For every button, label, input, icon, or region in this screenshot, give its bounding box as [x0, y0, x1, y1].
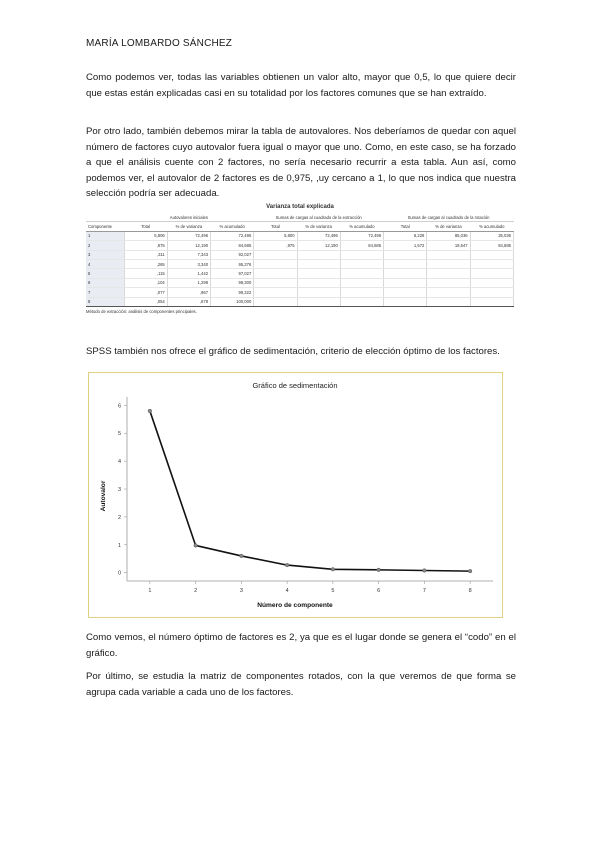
table-cell: [254, 259, 297, 268]
chart-x-tick-label: 1: [148, 588, 152, 594]
table-cell: [427, 259, 470, 268]
chart-point: [148, 409, 152, 413]
table-cell: [340, 278, 383, 287]
chart-y-tick-label: 4: [117, 459, 121, 466]
chart-y-tick-label: 0: [117, 570, 121, 577]
chart-x-tick-label: 5: [331, 588, 335, 594]
table-cell: 3,340: [167, 259, 210, 268]
table-cell: 72,496: [211, 231, 254, 240]
table-cell: 35,036: [470, 231, 513, 240]
chart-point: [285, 563, 289, 567]
table-cell: 1,442: [167, 269, 210, 278]
table-cell: ,678: [167, 297, 210, 306]
chart-x-axis-label: Número de componente: [257, 602, 333, 609]
table-cell: [340, 259, 383, 268]
chart-x-tick-label: 6: [377, 588, 381, 594]
table-cell: [470, 297, 513, 306]
table-cell: [470, 278, 513, 287]
chart-point: [468, 569, 472, 573]
table-cell: 72,496: [297, 231, 340, 240]
table-cell: [297, 259, 340, 268]
table-cell: [470, 288, 513, 297]
table-cell: 72,496: [167, 231, 210, 240]
table-row-label: 7: [86, 288, 124, 297]
table-component-header: Componente: [86, 222, 124, 231]
table-cell: 72,496: [340, 231, 383, 240]
table-subheader: % de varianza: [167, 222, 210, 231]
scree-plot-svg: [89, 373, 502, 617]
paragraph-scree-intro: SPSS también nos ofrece el gráfico de sedimentación, criterio de elección óptimo de los factores.: [86, 346, 500, 357]
chart-x-tick-label: 3: [239, 588, 243, 594]
chart-title: Gráfico de sedimentación: [252, 381, 338, 390]
table-cell: 19,647: [427, 241, 470, 250]
table-cell: [384, 259, 427, 268]
table-row: [86, 259, 514, 268]
chart-y-tick-label: 1: [117, 542, 121, 549]
table-group-header: Sumas de cargas al cuadrado de la rotación: [384, 213, 514, 222]
page-header-author: MARÍA LOMBARDO SÁNCHEZ: [86, 38, 233, 49]
chart-x-tick-label: 4: [285, 588, 289, 594]
table-cell: [297, 278, 340, 287]
table-cell: 84,685: [211, 241, 254, 250]
table-group-header: Autovalores iniciales: [124, 213, 254, 222]
table-cell: [340, 250, 383, 259]
table-cell: 97,027: [211, 269, 254, 278]
table-cell: ,265: [124, 259, 167, 268]
table-row: [86, 288, 514, 297]
table-subheader: Total: [254, 222, 297, 231]
table-cell: ,975: [124, 241, 167, 250]
chart-y-tick-label: 2: [117, 514, 121, 521]
chart-y-tick-label: 3: [117, 487, 121, 493]
table-cell: 100,000: [211, 297, 254, 306]
chart-x-tick-label: 7: [422, 588, 426, 594]
table-row-label: 8: [86, 297, 124, 306]
table-cell: 92,027: [211, 250, 254, 259]
table-cell: 5,806: [124, 231, 167, 240]
table-cell: [254, 278, 297, 287]
table-cell: 84,685: [470, 241, 513, 250]
table-cell: [384, 297, 427, 306]
table-cell: [427, 278, 470, 287]
table-cell: 95,376: [211, 259, 254, 268]
table-cell: [297, 269, 340, 278]
table-cell: [254, 297, 297, 306]
table-cell: [427, 269, 470, 278]
chart-y-tick-label: 6: [117, 403, 121, 410]
table-row: [86, 250, 514, 259]
variance-explained-table: [86, 204, 514, 314]
table-row: [86, 241, 514, 250]
table-row-label: 4: [86, 259, 124, 268]
table-cell: ,311: [124, 250, 167, 259]
table-cell: [297, 288, 340, 297]
chart-y-tick-label: 5: [117, 431, 121, 438]
table-cell: 99,322: [211, 288, 254, 297]
paragraph-rotated-matrix: Por último, se estudia la matriz de componentes rotados, con la que veremos de que forma se agrupa cada variable a cada uno de los factores.: [86, 671, 516, 698]
table-subheader: % acumulado: [211, 222, 254, 231]
table-cell: [470, 250, 513, 259]
table-cell: 1,298: [167, 278, 210, 287]
table-cell: [297, 297, 340, 306]
table-cell: [340, 297, 383, 306]
paragraph-eigenvalues: Por otro lado, también debemos mirar la tabla de autovalores. Nos deberíamos de quedar con aquel número de factores cuyo autovalor fuera igual o mayor que uno. Como, en este caso, se ha forzado a que el análisis cuente con 2 factores, no sería necesario recurrir a esta tabla. Aun así, como podemos ver, el autovalor de 2 factores es de 0,975, ,uy cercano a 1, lo que nos indica que nuestra selección podría ser adecuada.: [86, 126, 516, 199]
table-cell: [340, 288, 383, 297]
table-cell: [384, 269, 427, 278]
chart-point: [194, 544, 198, 548]
table-row-label: 5: [86, 269, 124, 278]
table-cell: 1,572: [384, 241, 427, 250]
chart-x-tick-label: 2: [194, 588, 198, 594]
table-footnote: Método de extracción: análisis de componentes principales.: [86, 308, 197, 314]
table-subheader: Total: [124, 222, 167, 231]
table-cell: [254, 269, 297, 278]
table-cell: 6,228: [384, 231, 427, 240]
table-cell: ,104: [124, 278, 167, 287]
table-cell: [427, 250, 470, 259]
table-subheader: % acumulado: [470, 222, 513, 231]
paragraph-elbow: Como vemos, el número óptimo de factores es 2, ya que es el lugar donde se genera el “codo” en el gráfico.: [86, 632, 516, 659]
table-subheader: % de varianza: [427, 222, 470, 231]
paragraph-communalities: Como podemos ver, todas las variables obtienen un valor alto, mayor que 0,5, lo que quiere decir que estas están explicadas casi en su totalidad por los factores comunes que se han extraído.: [86, 72, 516, 99]
table-row-label: 6: [86, 278, 124, 287]
table-cell: [254, 250, 297, 259]
chart-x-tick-label: 8: [468, 588, 472, 594]
table-cell: ,077: [124, 288, 167, 297]
chart-point: [423, 569, 427, 573]
table-cell: [384, 250, 427, 259]
chart-point: [240, 554, 244, 558]
table-group-header: Sumas de cargas al cuadrado de la extracción: [254, 213, 384, 222]
table-cell: [340, 269, 383, 278]
chart-point: [377, 568, 381, 572]
table-cell: 12,190: [167, 241, 210, 250]
table-row: [86, 269, 514, 278]
table-row-label: 2: [86, 241, 124, 250]
table-cell: ,115: [124, 269, 167, 278]
table-row: [86, 231, 514, 240]
table-cell: ,975: [254, 241, 297, 250]
table-cell: 98,300: [211, 278, 254, 287]
spss-table: [86, 213, 514, 307]
table-cell: [384, 278, 427, 287]
table-subheader: % acumulado: [340, 222, 383, 231]
table-row-label: 1: [86, 231, 124, 240]
table-col-component: [86, 213, 124, 222]
table-subheader: Total: [384, 222, 427, 231]
table-cell: [470, 259, 513, 268]
table-cell: ,054: [124, 297, 167, 306]
chart-series-line: [150, 411, 470, 571]
table-cell: [384, 288, 427, 297]
scree-plot: [88, 372, 503, 618]
table-title: Varianza total explicada: [266, 204, 334, 210]
table-row: [86, 278, 514, 287]
table-cell: [427, 297, 470, 306]
table-cell: [254, 288, 297, 297]
table-row: [86, 297, 514, 306]
chart-y-axis-label: Autovalor: [100, 480, 107, 512]
table-cell: [427, 288, 470, 297]
table-cell: 84,685: [340, 241, 383, 250]
table-cell: [297, 250, 340, 259]
table-subheader: % de varianza: [297, 222, 340, 231]
table-row-label: 3: [86, 250, 124, 259]
chart-point: [331, 567, 335, 571]
table-cell: 7,343: [167, 250, 210, 259]
table-cell: 5,800: [254, 231, 297, 240]
table-cell: ,967: [167, 288, 210, 297]
table-cell: 12,190: [297, 241, 340, 250]
table-cell: [470, 269, 513, 278]
table-cell: 85,036: [427, 231, 470, 240]
